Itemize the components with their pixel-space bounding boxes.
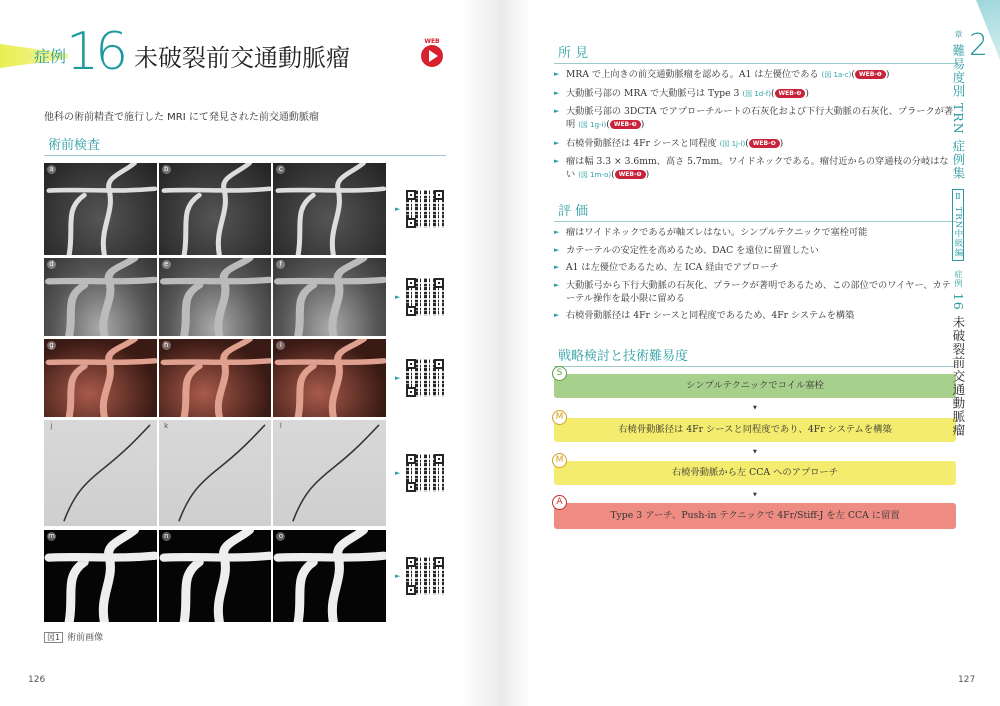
strategy-step <box>554 374 956 398</box>
panel-label: j <box>50 422 53 430</box>
image-panel <box>159 258 272 336</box>
qr-code[interactable] <box>406 190 444 228</box>
qr-code[interactable] <box>406 557 444 595</box>
section-heading-findings: 所 見 <box>554 42 956 64</box>
image-row <box>44 163 386 255</box>
vessel-image <box>44 339 157 417</box>
difficulty-badge: A <box>552 495 567 510</box>
image-panel <box>44 163 157 255</box>
vessel-image <box>44 420 157 526</box>
vessel-image <box>273 420 386 526</box>
chapter-title: 難易度別 TRN 症例集 <box>950 43 966 181</box>
down-arrow-icon: ▼ <box>753 492 757 498</box>
evaluation-item: ► 瘤はワイドネックであるが軸ズレはない。シンプルテクニックで塞栓可能 <box>554 226 954 239</box>
image-panel <box>273 420 386 526</box>
panel-label: d <box>47 260 56 269</box>
evaluation-item: ► カテーテルの安定性を高めるため、DAC を遠位に留置したい <box>554 244 954 257</box>
vessel-image <box>273 163 386 255</box>
arrow-icon: ► <box>395 572 401 580</box>
lead-text: 他科の術前精査で施行した MRI にて発見された前交通動脈瘤 <box>44 112 319 123</box>
vessel-image <box>159 339 272 417</box>
panel-label: h <box>162 341 171 350</box>
panel-label: a <box>47 165 56 174</box>
panel-label: e <box>162 260 171 269</box>
step-text: シンプルテクニックでコイル塞栓 <box>686 380 824 391</box>
section-heading-preop: 術前検査 <box>44 134 446 156</box>
arrow-icon: ► <box>395 469 401 477</box>
finding-item: ► 右橈骨動脈径は 4Fr シースと同程度 (図 1j-l)( WEB-❹ ) <box>554 137 954 151</box>
finding-item: ► 大動脈弓部の MRA で大動脈弓は Type 3 (図 1d-f)( WEB-❷ ) <box>554 87 954 101</box>
vessel-image <box>44 258 157 336</box>
chapter-side-index <box>950 28 989 438</box>
evaluation-list <box>554 226 954 327</box>
image-row <box>44 530 386 622</box>
figure-ref-link[interactable]: (図 1d-f) <box>742 89 771 98</box>
image-panel <box>159 530 272 622</box>
image-panel <box>273 530 386 622</box>
caption-text: 術前画像 <box>67 633 104 643</box>
image-panel <box>159 420 272 526</box>
right-page <box>500 0 1000 706</box>
panel-label: o <box>276 532 285 541</box>
finding-text: 瘤は幅 3.3 × 3.6mm、高さ 5.7mm。ワイドネックである。瘤付近からの穿通枝の分岐はない <box>566 156 949 180</box>
panel-label: n <box>162 532 171 541</box>
web-video-badge[interactable]: WEB-❺ <box>615 170 646 179</box>
arrow-icon: ► <box>395 205 401 213</box>
web-video-badge[interactable]: WEB-❶ <box>855 70 886 79</box>
side-case-title: 未破裂前交通動脈瘤 <box>950 315 966 438</box>
finding-text: 右橈骨動脈径は 4Fr シースと同程度 <box>566 137 717 149</box>
image-panel <box>273 163 386 255</box>
side-case-number: 16 <box>950 292 966 311</box>
evaluation-item: ► 右橈骨動脈径は 4Fr シースと同程度であるため、4Fr システムを構築 <box>554 309 954 322</box>
panel-label: b <box>162 165 171 174</box>
panel-label: c <box>276 165 285 174</box>
panel-label: f <box>276 260 285 269</box>
finding-text: 大動脈弓部の MRA で大動脈弓は Type 3 <box>566 87 740 99</box>
side-case-label: 症例 <box>953 269 963 288</box>
strategy-step <box>554 418 956 442</box>
strategy-step <box>554 461 956 485</box>
figure-ref-link[interactable]: (図 1m-o) <box>578 171 612 179</box>
chapter-number: 2 <box>968 28 989 63</box>
step-text: 右橈骨動脈径は 4Fr シースと同程度であり、4Fr システムを構築 <box>618 424 892 435</box>
case-label: 症例 <box>34 47 67 66</box>
image-row <box>44 258 386 336</box>
vessel-image <box>159 163 272 255</box>
vessel-image <box>273 339 386 417</box>
part-label: Ⅱ TRN中級編 <box>952 189 964 261</box>
image-panel <box>273 258 386 336</box>
section-heading-evaluation: 評 価 <box>554 200 956 222</box>
finding-item: ► 大動脈弓部の 3DCTA でアプローチルートの石灰化および下行大動脈の石灰化、プラークが著明 (図 1g-i)( WEB-❸ ) <box>554 105 954 132</box>
image-panel <box>273 339 386 417</box>
image-row <box>44 420 386 526</box>
evaluation-item: ► 大動脈弓から下行大動脈の石灰化、プラークが著明であるため、この部位でのワイヤー、カテーテル操作を最小限に留める <box>554 279 954 305</box>
section-heading-strategy: 戦略検討と技術難易度 <box>554 345 956 367</box>
figure-ref-link[interactable]: (図 1j-l) <box>719 139 746 148</box>
figure-number: 図1 <box>44 632 63 643</box>
case-number: 16 <box>66 22 125 82</box>
findings-list <box>554 68 954 187</box>
vessel-image <box>159 258 272 336</box>
vessel-image <box>273 530 386 622</box>
arrow-icon: ► <box>395 374 401 382</box>
step-text: Type 3 アーチ、Push-in テクニックで 4Fr/Stiff-J を左 CCA に留置 <box>610 510 900 521</box>
strategy-step <box>554 503 956 529</box>
web-video-icon[interactable] <box>420 38 444 70</box>
finding-item: ► 瘤は幅 3.3 × 3.6mm、高さ 5.7mm。ワイドネックである。瘤付近からの穿通枝の分岐はない (図 1m-o)( WEB-❺ ) <box>554 155 954 182</box>
qr-code[interactable] <box>406 454 444 492</box>
web-video-badge[interactable]: WEB-❸ <box>610 120 641 129</box>
difficulty-badge: M <box>552 453 567 468</box>
difficulty-badge: M <box>552 410 567 425</box>
image-panel <box>44 420 157 526</box>
play-icon <box>421 45 443 67</box>
qr-code[interactable] <box>406 278 444 316</box>
figure-caption <box>44 630 103 643</box>
page-number-right: 127 <box>958 675 976 685</box>
panel-label: i <box>276 341 285 350</box>
chapter-label: 章 <box>953 30 963 39</box>
web-video-badge[interactable]: WEB-❹ <box>749 139 780 148</box>
panel-label: l <box>279 422 282 430</box>
difficulty-badge: S <box>552 366 567 381</box>
panel-label: k <box>164 422 169 430</box>
step-text: 右橈骨動脈から左 CCA へのアプローチ <box>671 467 839 478</box>
image-panel <box>44 258 157 336</box>
web-video-badge[interactable]: WEB-❷ <box>775 89 806 98</box>
page-number-left: 126 <box>28 675 46 685</box>
finding-text: MRA で上向きの前交通動脈瘤を認める。A1 は左優位である <box>566 69 819 80</box>
figure-ref-link[interactable]: (図 1a-c) <box>821 71 852 79</box>
arrow-icon: ► <box>395 293 401 301</box>
vessel-image <box>44 163 157 255</box>
vessel-image <box>159 530 272 622</box>
vessel-image <box>44 530 157 622</box>
image-panel <box>44 530 157 622</box>
evaluation-item: ► A1 は左優位であるため、左 ICA 経由でアプローチ <box>554 261 954 274</box>
qr-code[interactable] <box>406 359 444 397</box>
image-panel <box>159 339 272 417</box>
vessel-image <box>159 420 272 526</box>
panel-label: g <box>47 341 56 350</box>
image-row <box>44 339 386 417</box>
panel-label: m <box>48 532 55 540</box>
image-panel <box>44 339 157 417</box>
image-panel <box>159 163 272 255</box>
finding-item: ► MRA で上向きの前交通動脈瘤を認める。A1 は左優位である (図 1a-c)( WEB-❶ ) <box>554 68 954 82</box>
down-arrow-icon: ▼ <box>753 449 757 455</box>
vessel-image <box>273 258 386 336</box>
figure-ref-link[interactable]: (図 1g-i) <box>578 121 607 129</box>
web-label: WEB <box>424 38 440 45</box>
page-title: 未破裂前交通動脈瘤 <box>134 44 350 72</box>
finding-text: 大動脈弓部の 3DCTA でアプローチルートの石灰化および下行大動脈の石灰化、プラークが著明 <box>566 106 954 130</box>
down-arrow-icon: ▼ <box>753 405 757 411</box>
